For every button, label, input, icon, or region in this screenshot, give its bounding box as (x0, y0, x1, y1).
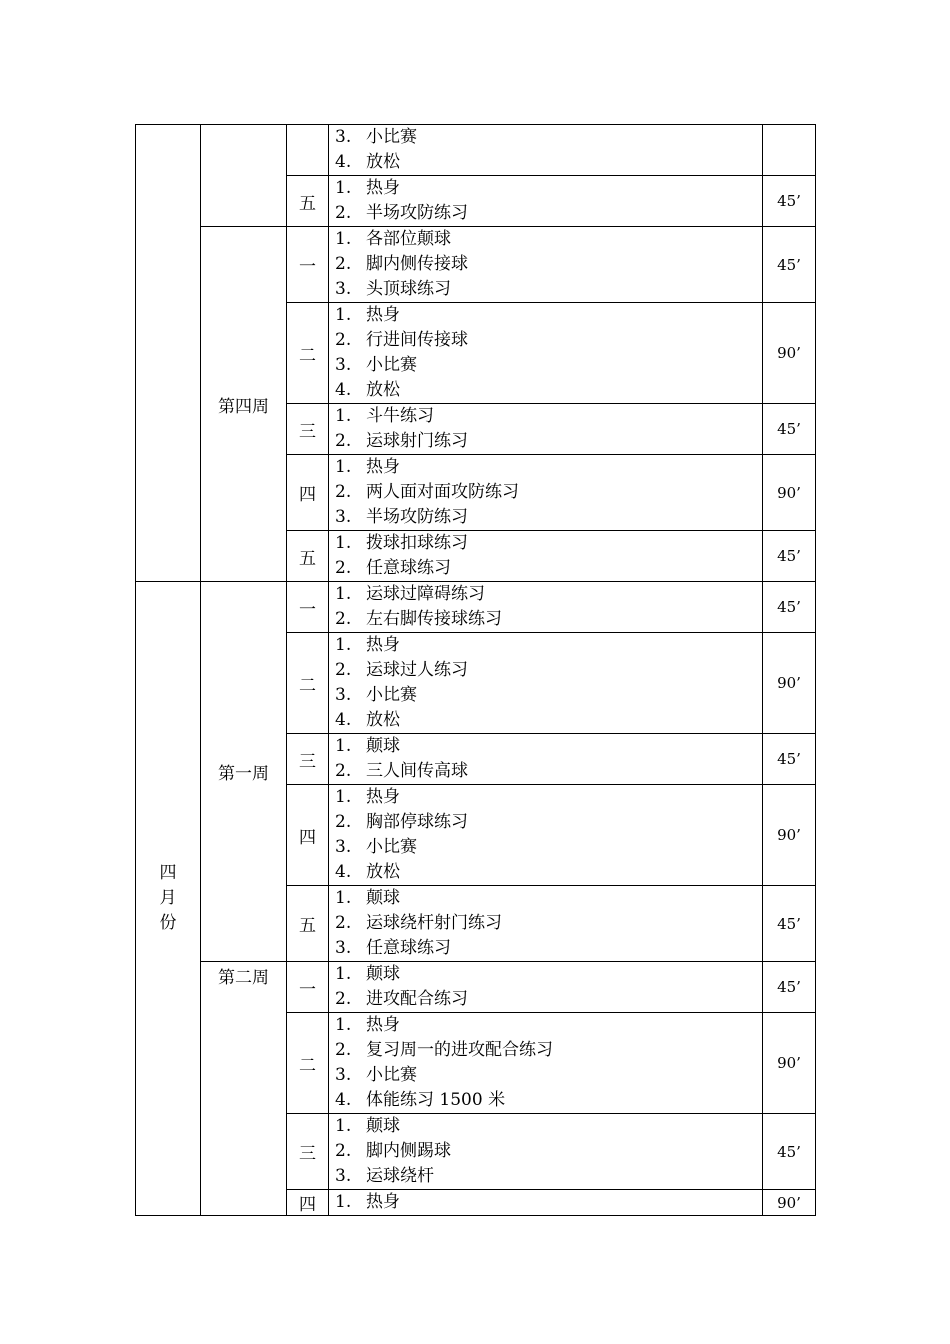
day-label: 二 (299, 1055, 316, 1076)
activity-item (335, 378, 762, 403)
activity-text: 热身 (366, 787, 400, 807)
duration-cell (763, 785, 816, 886)
activity-item (335, 429, 762, 454)
activity-number: 2. (335, 482, 352, 502)
activity-item (335, 962, 762, 987)
activity-text: 两人面对面攻防练习 (366, 482, 519, 502)
duration-cell (763, 455, 816, 531)
activity-text: 进攻配合练习 (366, 989, 468, 1009)
activity-number: 3. (335, 507, 352, 527)
activity-item (335, 1063, 762, 1088)
duration-cell (763, 886, 816, 962)
table-row (136, 227, 816, 303)
activity-list (329, 176, 762, 226)
activity-item (335, 176, 762, 201)
activity-item (335, 1164, 762, 1189)
activity-number: 2. (335, 330, 352, 350)
activity-text: 半场攻防练习 (366, 507, 468, 527)
activity-cell (329, 633, 763, 734)
month-char: 份 (159, 913, 177, 933)
activity-text: 颠球 (366, 888, 400, 908)
activity-list (329, 734, 762, 784)
activity-text: 热身 (366, 305, 400, 325)
activity-number: 4. (335, 1090, 352, 1110)
duration-cell (763, 1013, 816, 1114)
activity-text: 行进间传接球 (366, 330, 468, 350)
day-label: 四 (299, 485, 316, 505)
duration-value: 45’ (777, 1142, 801, 1161)
activity-text: 胸部停球练习 (366, 812, 468, 832)
activity-text: 小比赛 (366, 837, 417, 857)
activity-number: 1. (335, 178, 352, 198)
duration-value: 45’ (777, 547, 801, 565)
day-cell (287, 176, 329, 227)
duration-value: 90’ (777, 483, 801, 502)
activity-number: 1. (335, 533, 352, 553)
day-label: 一 (299, 257, 316, 277)
activity-cell (329, 125, 763, 176)
activity-cell (329, 1013, 763, 1114)
day-label: 五 (299, 916, 316, 936)
day-cell (287, 404, 329, 455)
activity-item (335, 582, 762, 607)
activity-item (335, 1139, 762, 1164)
activity-text: 任意球练习 (366, 558, 451, 578)
duration-cell (763, 404, 816, 455)
activity-item (335, 150, 762, 175)
activity-cell (329, 886, 763, 962)
activity-text: 各部位颠球 (366, 229, 451, 249)
day-label: 五 (299, 193, 316, 214)
activity-list (329, 1114, 762, 1189)
activity-item (335, 252, 762, 277)
activity-number: 2. (335, 812, 352, 832)
activity-item (335, 658, 762, 683)
duration-value: 90’ (777, 1193, 801, 1212)
activity-text: 热身 (366, 178, 400, 198)
activity-text: 复习周一的进攻配合练习 (366, 1040, 553, 1060)
activity-number: 2. (335, 203, 352, 223)
activity-item (335, 1013, 762, 1038)
duration-value: 45’ (777, 978, 801, 996)
duration-value: 90’ (777, 674, 801, 692)
week-cell (201, 227, 287, 582)
activity-text: 放松 (366, 710, 400, 730)
activity-number: 2. (335, 1141, 352, 1161)
activity-text: 颠球 (366, 1116, 400, 1136)
activity-text: 三人间传高球 (366, 761, 468, 781)
activity-number: 1. (335, 888, 352, 908)
activity-number: 1. (335, 457, 352, 477)
activity-item (335, 1038, 762, 1063)
activity-text: 热身 (366, 1192, 400, 1212)
activity-text: 拨球扣球练习 (366, 533, 468, 553)
activity-cell (329, 1114, 763, 1190)
activity-item (335, 810, 762, 835)
duration-value: 45’ (777, 192, 801, 210)
activity-item (335, 835, 762, 860)
day-cell (287, 582, 329, 633)
month-char: 四 (159, 863, 177, 883)
activity-list (329, 582, 762, 632)
day-cell (287, 125, 329, 176)
activity-number: 1. (335, 584, 352, 604)
activity-text: 头顶球练习 (366, 279, 451, 299)
duration-cell (763, 633, 816, 734)
activity-text: 小比赛 (366, 1065, 417, 1085)
activity-item (335, 125, 762, 150)
activity-cell (329, 531, 763, 582)
activity-number: 3. (335, 938, 352, 958)
activity-number: 2. (335, 558, 352, 578)
activity-item (335, 607, 762, 632)
activity-text: 运球绕杆 (366, 1166, 434, 1186)
activity-number: 4. (335, 152, 352, 172)
day-cell (287, 455, 329, 531)
activity-item (335, 303, 762, 328)
table-row (136, 582, 816, 633)
day-label: 三 (299, 421, 316, 442)
day-label: 一 (299, 599, 316, 620)
activity-cell (329, 785, 763, 886)
activity-cell (329, 176, 763, 227)
activity-list (329, 785, 762, 885)
table-row (136, 962, 816, 1013)
duration-value: 45’ (777, 255, 801, 274)
activity-item (335, 531, 762, 556)
activity-text: 热身 (366, 635, 400, 655)
activity-number: 3. (335, 355, 352, 375)
day-cell (287, 227, 329, 303)
duration-value: 90’ (777, 344, 801, 362)
week-cell (201, 125, 287, 227)
activity-item (335, 556, 762, 581)
activity-list (329, 125, 762, 175)
day-cell (287, 1190, 329, 1216)
duration-cell (763, 582, 816, 633)
activity-text: 放松 (366, 152, 400, 172)
activity-list (329, 1190, 762, 1215)
activity-item (335, 1190, 762, 1215)
activity-number: 1. (335, 787, 352, 807)
activity-text: 运球过人练习 (366, 660, 468, 680)
activity-list (329, 303, 762, 403)
activity-cell (329, 227, 763, 303)
day-cell (287, 962, 329, 1013)
training-plan-table (135, 124, 816, 1216)
week-cell (201, 962, 287, 1216)
month-cell (136, 125, 201, 582)
activity-number: 4. (335, 710, 352, 730)
activity-item (335, 683, 762, 708)
activity-item (335, 987, 762, 1012)
activity-text: 脚内侧传接球 (366, 254, 468, 274)
duration-value: 90’ (777, 826, 801, 844)
duration-value: 45’ (777, 420, 801, 438)
activity-text: 颠球 (366, 736, 400, 756)
activity-number: 1. (335, 229, 352, 249)
day-label: 四 (299, 1195, 316, 1215)
activity-list (329, 633, 762, 733)
activity-number: 1. (335, 964, 352, 984)
activity-number: 1. (335, 406, 352, 426)
activity-number: 3. (335, 685, 352, 705)
activity-item (335, 404, 762, 429)
table-row (136, 125, 816, 176)
activity-cell (329, 303, 763, 404)
activity-item (335, 1088, 762, 1113)
day-cell (287, 734, 329, 785)
activity-number: 2. (335, 913, 352, 933)
activity-text: 斗牛练习 (366, 406, 434, 426)
activity-text: 热身 (366, 457, 400, 477)
day-cell (287, 1114, 329, 1190)
activity-text: 放松 (366, 862, 400, 882)
activity-number: 2. (335, 1040, 352, 1060)
duration-value: 45’ (777, 750, 801, 768)
activity-list (329, 531, 762, 581)
duration-cell (763, 734, 816, 785)
month-label (136, 861, 200, 936)
activity-item (335, 759, 762, 784)
activity-text: 小比赛 (366, 685, 417, 705)
day-cell (287, 633, 329, 734)
activity-text: 运球射门练习 (366, 431, 468, 451)
activity-number: 1. (335, 1015, 352, 1035)
activity-list (329, 886, 762, 961)
activity-item (335, 936, 762, 961)
day-label: 一 (299, 979, 316, 1000)
activity-item (335, 1114, 762, 1139)
activity-cell (329, 734, 763, 785)
activity-text: 左右脚传接球练习 (366, 609, 502, 629)
activity-item (335, 227, 762, 252)
duration-value: 90’ (777, 1054, 801, 1072)
activity-text: 体能练习 1500 米 (366, 1090, 506, 1110)
day-cell (287, 1013, 329, 1114)
activity-list (329, 404, 762, 454)
activity-number: 2. (335, 254, 352, 274)
duration-cell (763, 1114, 816, 1190)
duration-cell (763, 531, 816, 582)
activity-item (335, 353, 762, 378)
activity-number: 3. (335, 127, 352, 147)
activity-list (329, 1013, 762, 1113)
duration-cell (763, 303, 816, 404)
training-plan-body (136, 125, 816, 1216)
activity-item (335, 734, 762, 759)
activity-text: 脚内侧踢球 (366, 1141, 451, 1161)
activity-number: 1. (335, 635, 352, 655)
activity-item (335, 785, 762, 810)
day-cell (287, 303, 329, 404)
activity-number: 1. (335, 1192, 352, 1212)
week-cell (201, 582, 287, 962)
activity-text: 小比赛 (366, 355, 417, 375)
day-label: 三 (299, 751, 316, 772)
activity-item (335, 886, 762, 911)
activity-item (335, 911, 762, 936)
day-label: 二 (299, 345, 316, 366)
day-cell (287, 886, 329, 962)
activity-number: 2. (335, 989, 352, 1009)
activity-text: 颠球 (366, 964, 400, 984)
activity-item (335, 860, 762, 885)
activity-number: 1. (335, 305, 352, 325)
day-label: 三 (299, 1144, 316, 1164)
activity-item (335, 480, 762, 505)
activity-text: 运球绕杆射门练习 (366, 913, 502, 933)
day-label: 四 (299, 827, 316, 848)
month-char: 月 (159, 888, 177, 908)
activity-item (335, 277, 762, 302)
activity-text: 放松 (366, 380, 400, 400)
week-label: 第一周 (218, 764, 269, 784)
day-label: 二 (299, 675, 316, 696)
day-cell (287, 785, 329, 886)
activity-number: 2. (335, 660, 352, 680)
activity-cell (329, 962, 763, 1013)
activity-item (335, 708, 762, 733)
activity-number: 1. (335, 1116, 352, 1136)
duration-cell (763, 962, 816, 1013)
activity-number: 3. (335, 837, 352, 857)
activity-text: 任意球练习 (366, 938, 451, 958)
week-label: 第四周 (218, 396, 269, 417)
duration-cell (763, 176, 816, 227)
activity-item (335, 505, 762, 530)
activity-number: 2. (335, 761, 352, 781)
activity-text: 半场攻防练习 (366, 203, 468, 223)
activity-number: 3. (335, 279, 352, 299)
week-label: 第二周 (218, 968, 269, 988)
activity-cell (329, 455, 763, 531)
month-cell (136, 582, 201, 1216)
activity-number: 3. (335, 1166, 352, 1186)
activity-cell (329, 404, 763, 455)
duration-cell (763, 1190, 816, 1216)
duration-cell (763, 125, 816, 176)
activity-number: 2. (335, 609, 352, 629)
duration-value: 45’ (777, 914, 801, 933)
activity-text: 热身 (366, 1015, 400, 1035)
activity-item (335, 633, 762, 658)
activity-text: 运球过障碍练习 (366, 584, 485, 604)
activity-cell (329, 582, 763, 633)
activity-number: 3. (335, 1065, 352, 1085)
day-cell (287, 531, 329, 582)
duration-value: 45’ (777, 598, 801, 616)
activity-number: 1. (335, 736, 352, 756)
activity-number: 4. (335, 380, 352, 400)
activity-cell (329, 1190, 763, 1216)
activity-text: 小比赛 (366, 127, 417, 147)
activity-item (335, 201, 762, 226)
activity-number: 2. (335, 431, 352, 451)
activity-number: 4. (335, 862, 352, 882)
activity-list (329, 227, 762, 302)
activity-item (335, 455, 762, 480)
activity-item (335, 328, 762, 353)
activity-list (329, 962, 762, 1012)
day-label: 五 (299, 548, 316, 569)
activity-list (329, 455, 762, 530)
duration-cell (763, 227, 816, 303)
